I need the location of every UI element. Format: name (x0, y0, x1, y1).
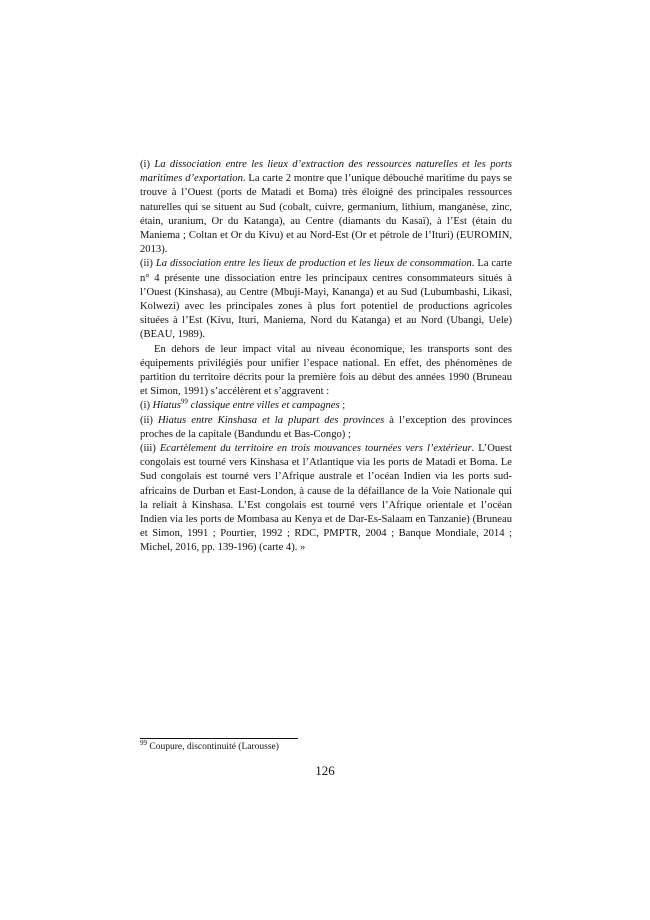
page-number: 126 (315, 763, 335, 778)
footnote-text: Coupure, discontinuité (Larousse) (147, 742, 279, 752)
body-text (140, 158, 512, 556)
paragraph-2-heading: La dissociation entre les lieux de production et les lieux de consommation (155, 258, 472, 270)
list-item-2: (ii) Hiatus entre Kinshasa et la plupart des provinces à l’exception des provinces proches de la capitale (Bandundu et Bas-Congo) ; (140, 414, 512, 440)
list-item-3: (iii) Ecartèlement du territoire en trois mouvances tournées vers l’extérieur. L’Ouest congolais est tourné vers Kinshasa et l’Atlantique via les ports de Matadi et Boma. Le Sud congolais est tourné vers l’Afrique australe et l’océan Indien via les ports sud-africains de Durban et East-London, à cause de la défaillance de la Voie Nationale qui la reliait à Kinshasa. L’Est congolais est tourné vers l’Afrique orientale et l’océan Indien via les ports de Mombasa au Kenya et de Dar-Es-Salaam en Tanzanie) (Bruneau et Simon, 1991 ; Pourtier, 1992 ; RDC, PMPTR, 2004 ; Banque Mondiale, 2014 ; Michel, 2016, pp. 139-196) (carte 4). » (140, 443, 512, 554)
footnote-reference: 99 (180, 397, 188, 406)
paragraph-1: (i) La dissociation entre les lieux d’extraction des ressources naturelles et les ports maritimes d’exportation. La carte 2 montre que l’unique débouché maritime du pays se trouve à l’Ouest (ports de Matadi et Boma) très éloigné des principales ressources naturelles qui se situent au Sud (cobalt, cuivre, germanium, lithium, manganèse, zinc, étain, uranium, Or du Katanga), au Centre (diamants du Kasaï), à l’Est (étain du Maniema ; Coltan et Or du Kivu) et au Nord-Est (Or et pétrole de l’Ituri) (EUROMIN, 2013). (140, 159, 512, 256)
paragraph-1-heading: La dissociation entre les lieux d’extraction des ressources naturelles et les ports maritimes d’exportation (140, 159, 512, 185)
paragraph-2: (ii) La dissociation entre les lieux de production et les lieux de consommation. La carte n° 4 présente une dissociation entre les principaux centres consommateurs situés à l’Ouest (Kinshasa), au Centre (Mbuji-Mayi, Kananga) et au Sud (Lubumbashi, Likasi, Kolwezi) avec les principales zones à plus fort potentiel de productions agricoles situées à l’Est (Kivu, Ituri, Maniema, Nord du Katanga) et au Nord (Ubangi, Uele) (BEAU, 1989). (140, 258, 512, 341)
list-item-1: (i) Hiatus$^{99}$ classique entre villes et campagnes ; (140, 397, 346, 412)
footnote-divider (140, 738, 298, 739)
footnote-number: 99 (140, 738, 147, 747)
footnote (140, 738, 512, 753)
paragraph-3: En dehors de leur impact vital au niveau économique, les transports sont des équipements privilégiés pour unifier l’espace national. En effet, des phénomènes de partition du territoire décrits pour la première fois au début des années 1990 (Bruneau et Simon, 1991) s’accélèrent et s’aggravent : (140, 343, 512, 398)
